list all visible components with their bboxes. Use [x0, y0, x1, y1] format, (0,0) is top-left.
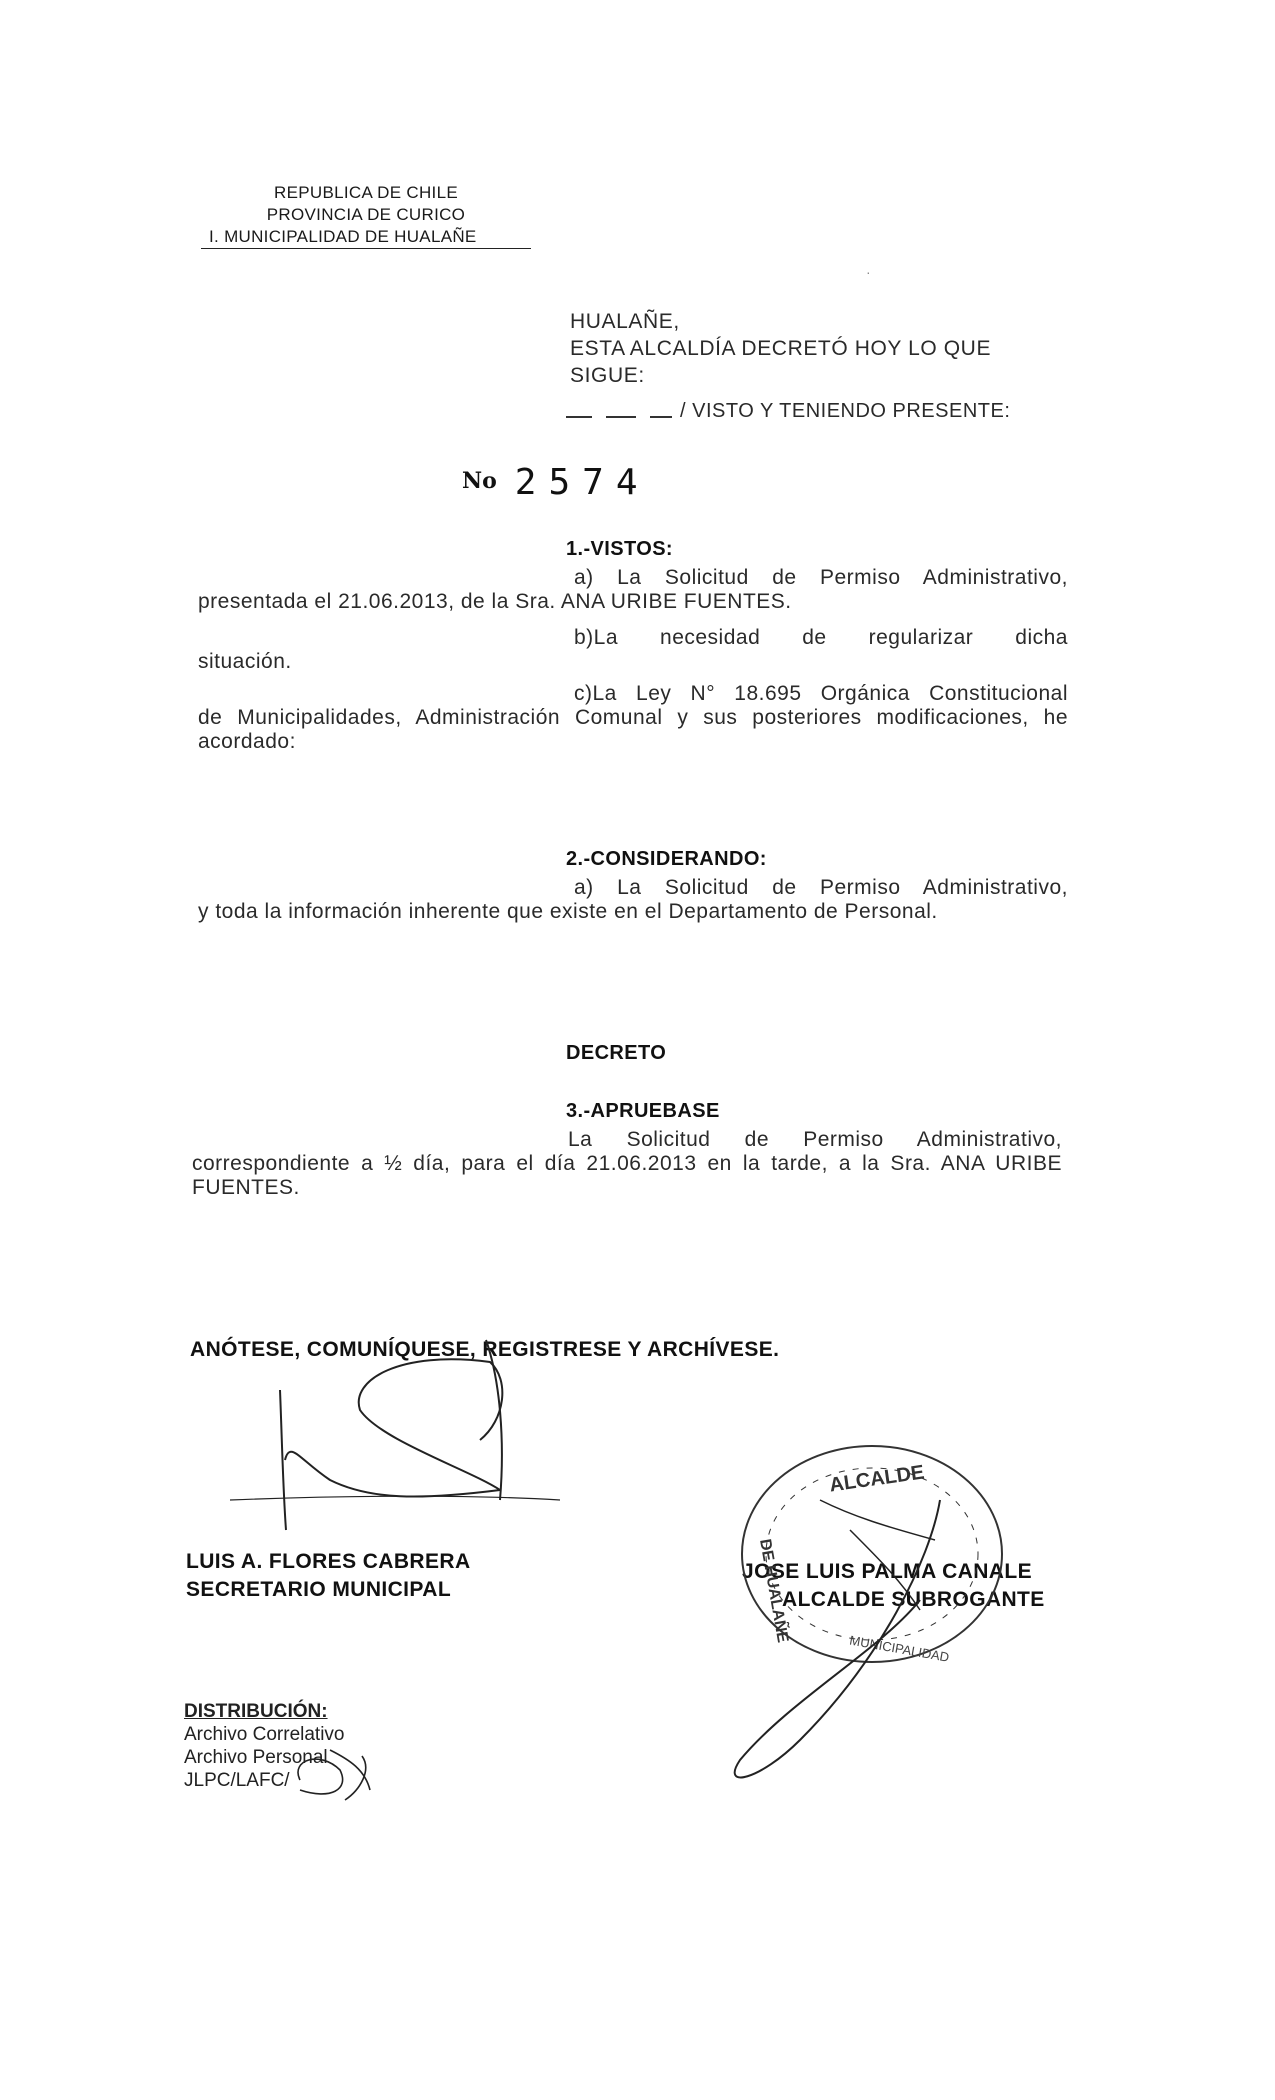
vistos-item-b	[198, 626, 1068, 674]
decree-intro	[570, 308, 991, 389]
signatory-secretary	[186, 1548, 471, 1604]
letterhead-country: REPUBLICA DE CHILE	[274, 183, 458, 202]
vistos-item-b-rest: situación.	[198, 650, 292, 673]
distribution-list	[184, 1700, 345, 1792]
distribution-heading: DISTRIBUCIÓN:	[184, 1701, 328, 1722]
distribution-item: Archivo Personal	[184, 1747, 328, 1768]
visto-line	[566, 400, 1010, 423]
vistos-item-c	[198, 682, 1068, 754]
blank-line	[606, 406, 636, 418]
blank-line	[650, 406, 672, 418]
letterhead-province: PROVINCIA DE CURICO	[266, 205, 466, 224]
distribution-item: Archivo Correlativo	[184, 1724, 345, 1745]
decree-number-prefix: No	[462, 468, 497, 494]
considerando-item-a-rest: y toda la información inherente que existe en el Departamento de Personal.	[198, 900, 938, 923]
place-name: HUALAÑE,	[570, 310, 680, 333]
decreto-heading: DECRETO	[566, 1042, 667, 1064]
signatory-mayor-title: ALCALDE SUBROGANTE	[782, 1588, 1045, 1611]
decree-intro-line: ESTA ALCALDÍA DECRETÓ HOY LO QUE	[570, 337, 992, 360]
apruebase-body-first: La Solicitud de Permiso Administrativo,	[568, 1128, 1062, 1151]
stamp-text-bottom: MUNICIPALIDAD	[848, 1632, 951, 1665]
blank-line	[566, 406, 592, 418]
decree-number-value: 2574	[514, 462, 650, 503]
stamp-text-top: ALCALDE	[828, 1461, 926, 1497]
signatory-mayor	[742, 1558, 1045, 1614]
decree-intro-line-2: SIGUE:	[570, 364, 645, 387]
letterhead-municipality: I. MUNICIPALIDAD DE HUALAÑE	[201, 226, 531, 249]
signature-mayor	[735, 1500, 940, 1777]
municipal-stamp	[742, 1446, 1002, 1665]
considerando-item-a-first: a) La Solicitud de Permiso Administrativo,	[574, 876, 1068, 899]
apruebase-body-rest: correspondiente a ½ día, para el día 21.06.2013 en la tarde, a la Sra. ANA URIBE FUENTES.	[192, 1152, 1062, 1199]
distribution-item: JLPC/LAFC/	[184, 1770, 290, 1791]
vistos-heading: 1.-VISTOS:	[566, 538, 673, 560]
vistos-item-a	[198, 566, 1068, 614]
apruebase-body	[192, 1128, 1062, 1200]
apruebase-heading: 3.-APRUEBASE	[566, 1100, 720, 1122]
stamp-text-left: DE HUALAÑE	[756, 1537, 792, 1644]
vistos-item-c-first: c)La Ley N° 18.695 Orgánica Constitucional	[574, 682, 1068, 705]
vistos-item-b-first: b)La necesidad de regularizar dicha	[574, 626, 1068, 649]
vistos-item-a-first: a) La Solicitud de Permiso Administrativo,	[574, 566, 1068, 589]
vistos-item-c-rest: de Municipalidades, Administración Comunal y sus posteriores modificaciones, he acordado:	[198, 706, 1068, 753]
signature-secretary	[230, 1340, 560, 1530]
signatory-mayor-name: JOSE LUIS PALMA CANALE	[742, 1560, 1032, 1583]
closing-formula: ANÓTESE, COMUNÍQUESE, REGISTRESE Y ARCHÍVESE.	[190, 1338, 780, 1361]
considerando-item-a	[198, 876, 1068, 924]
scan-speck: ·	[866, 264, 871, 280]
vistos-item-a-rest: presentada el 21.06.2013, de la Sra. ANA URIBE FUENTES.	[198, 590, 792, 613]
signatory-secretary-name: LUIS A. FLORES CABRERA	[186, 1550, 471, 1573]
considerando-heading: 2.-CONSIDERANDO:	[566, 848, 767, 870]
letterhead	[196, 182, 536, 249]
visto-text: / VISTO Y TENIENDO PRESENTE:	[680, 400, 1011, 422]
decree-number	[462, 462, 650, 503]
signatory-secretary-title: SECRETARIO MUNICIPAL	[186, 1578, 452, 1601]
